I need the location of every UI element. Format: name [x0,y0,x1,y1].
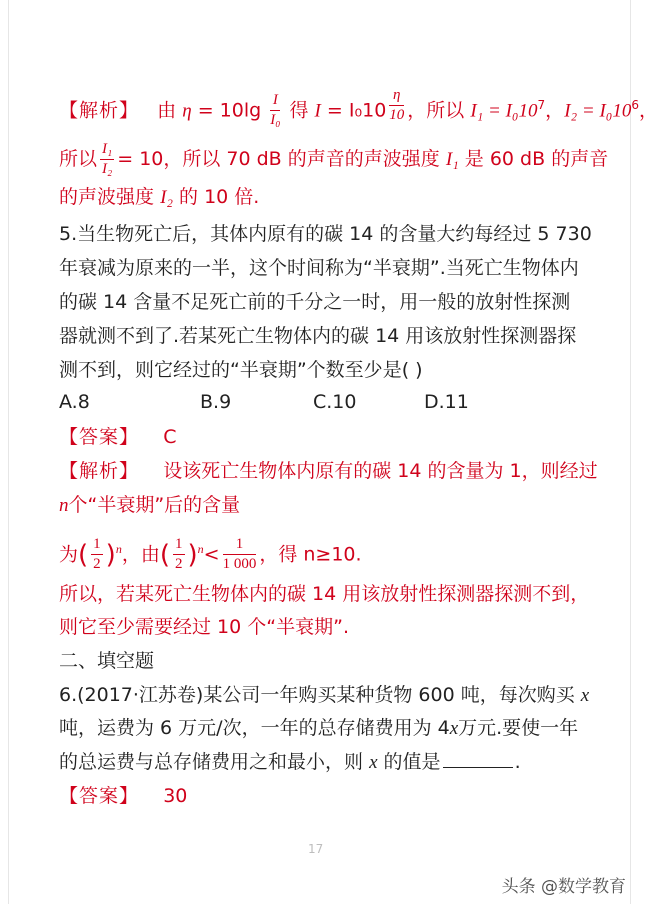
analysis-5-line-3: 为( $\frac{1}{2}$ )$^n$，由( $\frac{1}{2}$ )$^n$< $\frac{1}{1 000}$ ，得 n≥10. [59,536,362,573]
right-page-edge [630,0,631,904]
fraction-one-thousandth: $\frac{1}{1 000}$ [222,536,257,573]
question-5-line-3: 的碳 14 含量不足死亡前的千分之一时，用一般的放射性探测 [59,291,571,313]
option-d: D.11 [424,391,469,413]
question-5-line-2: 年衰减为原来的一半，这个时间称为“半衰期”.当死亡生物体内 [59,257,579,279]
left-page-edge [8,0,9,904]
question-5-line-4: 器就测不到了.若某死亡生物体内的碳 14 用该放射性探测器探 [59,325,577,347]
answer-5-value: C [163,426,177,448]
fraction-one-half-2: $\frac{1}{2}$ [175,536,183,573]
analysis-5-line-2: n个“半衰期”后的含量 [59,494,241,516]
answer-tag: 【答案】 [59,426,140,448]
option-b: B.9 [200,391,232,413]
analysis-tag: 【解析】 [59,460,140,482]
page-number: 17 [308,842,324,856]
analysis-5-line-5: 则它至少需要经过 10 个“半衰期”. [59,616,349,638]
question-6-line-2: 吨，运费为 6 万元/次，一年的总存储费用为 4x万元.要使一年 [59,717,579,739]
section-title-fill-in: 二、填空题 [59,650,155,672]
analysis-4-line-3: 的声波强度 I₂ 的 10 倍. [59,186,260,208]
analysis-tag: 【解析】 [59,99,140,122]
answer-6 [59,783,619,809]
fraction-i-over-i0: $\frac{I}{\text{I₀}}$ [270,92,281,129]
option-a: A.8 [59,391,90,413]
analysis-4-line-2: 所以 $\frac{\text{I₁}}{\text{I₂}}$ = 10，所以 70 dB 的声音的声波强度 I₁ 是 60 dB 的声音 [59,141,609,177]
analysis-5-line-4: 所以，若某死亡生物体内的碳 14 用该放射性探测器探测不到， [59,583,590,605]
option-c: C.10 [313,391,357,413]
question-6-line-3: 的总运费与总存储费用之和最小，则 x 的值是 . [59,751,521,773]
answer-5 [59,424,619,450]
answer-blank [443,749,513,768]
answer-tag: 【答案】 [59,785,140,807]
question-6-line-1: 6.(2017·江苏卷)某公司一年购买某种货物 600 吨，每次购买 x [59,684,590,706]
fraction-i1-over-i2: $\frac{\text{I₁}}{\text{I₂}}$ [102,141,113,177]
question-5-line-5: 测不到，则它经过的“半衰期”个数至少是( ) [59,359,423,381]
watermark: 头条 @数学教育 [501,877,626,897]
analysis-5-line-1: 【解析】 设该死亡生物体内原有的碳 14 的含量为 1，则经过 [59,460,598,482]
fraction-eta-over-10: $\frac{\eta}{10}$ [389,87,405,123]
fraction-one-half: $\frac{1}{2}$ [93,536,101,573]
analysis-4-line-1: 【解析】 由 η = 10lg $\frac{I}{\text{I₀}}$ 得 I = I₀10 $\frac{\eta}{10}$ ，所以 $I_1 = I_010^7$，$I_2 = I_010^6$， [59,87,658,129]
answer-6-value: 30 [163,785,188,807]
question-5-line-1: 5.当生物死亡后，其体内原有的碳 14 的含量大约每经过 5 730 [59,223,592,245]
